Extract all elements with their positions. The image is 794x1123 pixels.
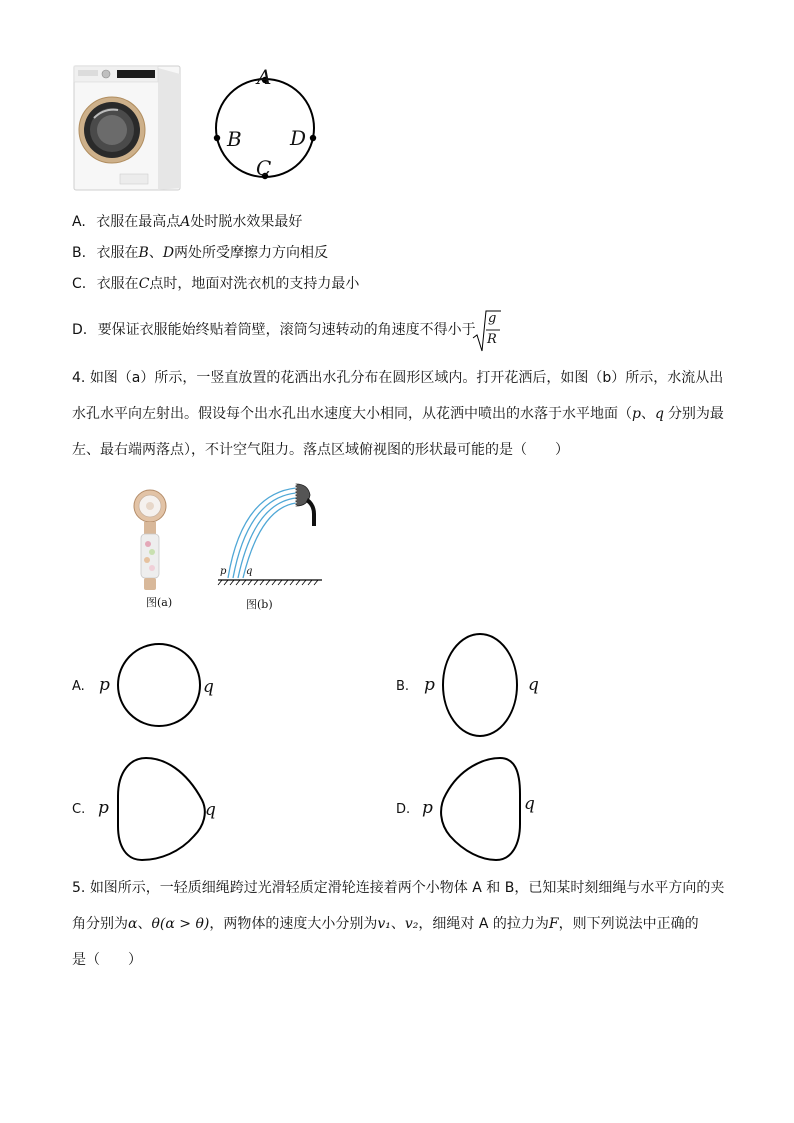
q3-option-a[interactable] bbox=[72, 212, 302, 232]
option-text: 处时脱水效果最好 bbox=[190, 214, 303, 230]
stem-var-q: q bbox=[654, 406, 664, 422]
option-letter: B. bbox=[396, 679, 410, 694]
sqrt-denominator: R bbox=[487, 332, 497, 347]
stem-line-1: 如图所示，一轻质细绳跨过光滑轻质定滑轮连接着两个小物体 A 和 B，已知某时刻细绳与水平方向的夹 bbox=[89, 880, 725, 896]
stem-sep: 、 bbox=[640, 406, 655, 422]
water-jet-diagram bbox=[212, 478, 327, 588]
stem-var-p: p bbox=[632, 406, 641, 422]
q5-stem bbox=[72, 870, 732, 978]
fig-a-caption: 图(a) bbox=[146, 596, 173, 609]
option-c-shape bbox=[116, 756, 208, 862]
option-sep: 、 bbox=[148, 245, 163, 261]
option-letter: D. bbox=[72, 322, 88, 338]
point-b-label: B bbox=[227, 127, 242, 151]
stem-sep: 、 bbox=[137, 916, 152, 932]
option-var: B bbox=[138, 245, 149, 261]
point-a-label: A bbox=[257, 65, 272, 89]
option-right-label: q bbox=[203, 677, 214, 697]
question-number: 5. bbox=[72, 880, 86, 896]
q3-option-b[interactable] bbox=[72, 243, 328, 263]
stem-sep: 、 bbox=[390, 916, 405, 932]
option-right-label: q bbox=[528, 675, 539, 695]
fig-b-q-label: q bbox=[246, 566, 253, 577]
stem-line-2-end: ，则下列说法中正确的 bbox=[558, 916, 699, 932]
stem-line-2-mid: ，细绳对 A 的拉力为 bbox=[418, 916, 549, 932]
option-letter: C. bbox=[72, 276, 87, 292]
washing-machine-image bbox=[72, 64, 187, 194]
stem-line-2-end: 分别为最 bbox=[667, 406, 724, 422]
shower-head-image bbox=[130, 488, 175, 593]
option-left-label: p bbox=[98, 798, 109, 818]
option-text: 衣服在 bbox=[96, 245, 139, 261]
f-symbol: F bbox=[548, 916, 559, 932]
option-a-shape bbox=[116, 642, 206, 730]
option-right-label: q bbox=[524, 794, 535, 814]
option-right-label: q bbox=[205, 800, 216, 820]
q3-option-d[interactable] bbox=[72, 320, 476, 340]
option-text: 衣服在最高点 bbox=[96, 214, 181, 230]
option-letter: B. bbox=[72, 245, 87, 261]
sqrt-numerator: g bbox=[488, 311, 497, 326]
option-letter: C. bbox=[72, 802, 86, 817]
point-c-label: C bbox=[256, 156, 272, 180]
option-text: 衣服在 bbox=[96, 276, 139, 292]
point-d-dot bbox=[310, 135, 316, 141]
fig-b-p-label: p bbox=[220, 566, 227, 577]
stem-line-2: 角分别为 bbox=[72, 916, 128, 932]
option-text: 要保证衣服能始终贴着筒壁，滚筒匀速转动的角速度不得小于 bbox=[97, 322, 476, 338]
q4-stem bbox=[72, 360, 732, 468]
q3-option-c[interactable] bbox=[72, 274, 359, 294]
v2-symbol: v₂ bbox=[404, 916, 419, 932]
stem-line-2: 水孔水平向左射出。假设每个出水孔出水速度大小相同，从花洒中喷出的水落于水平地面（ bbox=[72, 406, 632, 422]
option-var: A bbox=[180, 214, 191, 230]
option-d-shape bbox=[438, 756, 522, 862]
option-var: C bbox=[138, 276, 150, 292]
option-letter: A. bbox=[72, 214, 86, 230]
stem-line-1: 如图（a）所示，一竖直放置的花洒出水孔分布在圆形区域内。打开花洒后，如图（b）所示，水流从出 bbox=[89, 370, 724, 386]
option-text: 两处所受摩擦力方向相反 bbox=[174, 245, 329, 261]
sqrt-g-over-r bbox=[472, 308, 502, 354]
option-left-label: p bbox=[99, 675, 110, 695]
option-text: 点时，地面对洗衣机的支持力最小 bbox=[149, 276, 360, 292]
theta-symbol: θ bbox=[151, 916, 160, 932]
alpha-symbol: α bbox=[128, 916, 138, 932]
option-letter: A. bbox=[72, 679, 85, 694]
option-left-label: p bbox=[424, 675, 435, 695]
stem-line-2-mid: ，两物体的速度大小分别为 bbox=[209, 916, 378, 932]
option-left-label: p bbox=[422, 798, 433, 818]
point-d-label: D bbox=[290, 126, 307, 150]
option-b-shape bbox=[440, 632, 522, 740]
condition: (α > θ) bbox=[159, 916, 210, 932]
v1-symbol: v₁ bbox=[377, 916, 391, 932]
point-b-dot bbox=[214, 135, 220, 141]
stem-line-3: 左、最右端两落点），不计空气阻力。落点区域俯视图的形状最可能的是（ ） bbox=[72, 442, 569, 458]
stem-line-3: 是（ ） bbox=[72, 952, 142, 968]
option-var: D bbox=[162, 245, 175, 261]
question-number: 4. bbox=[72, 370, 86, 386]
option-letter: D. bbox=[396, 802, 411, 817]
fig-b-caption: 图(b) bbox=[246, 598, 273, 611]
